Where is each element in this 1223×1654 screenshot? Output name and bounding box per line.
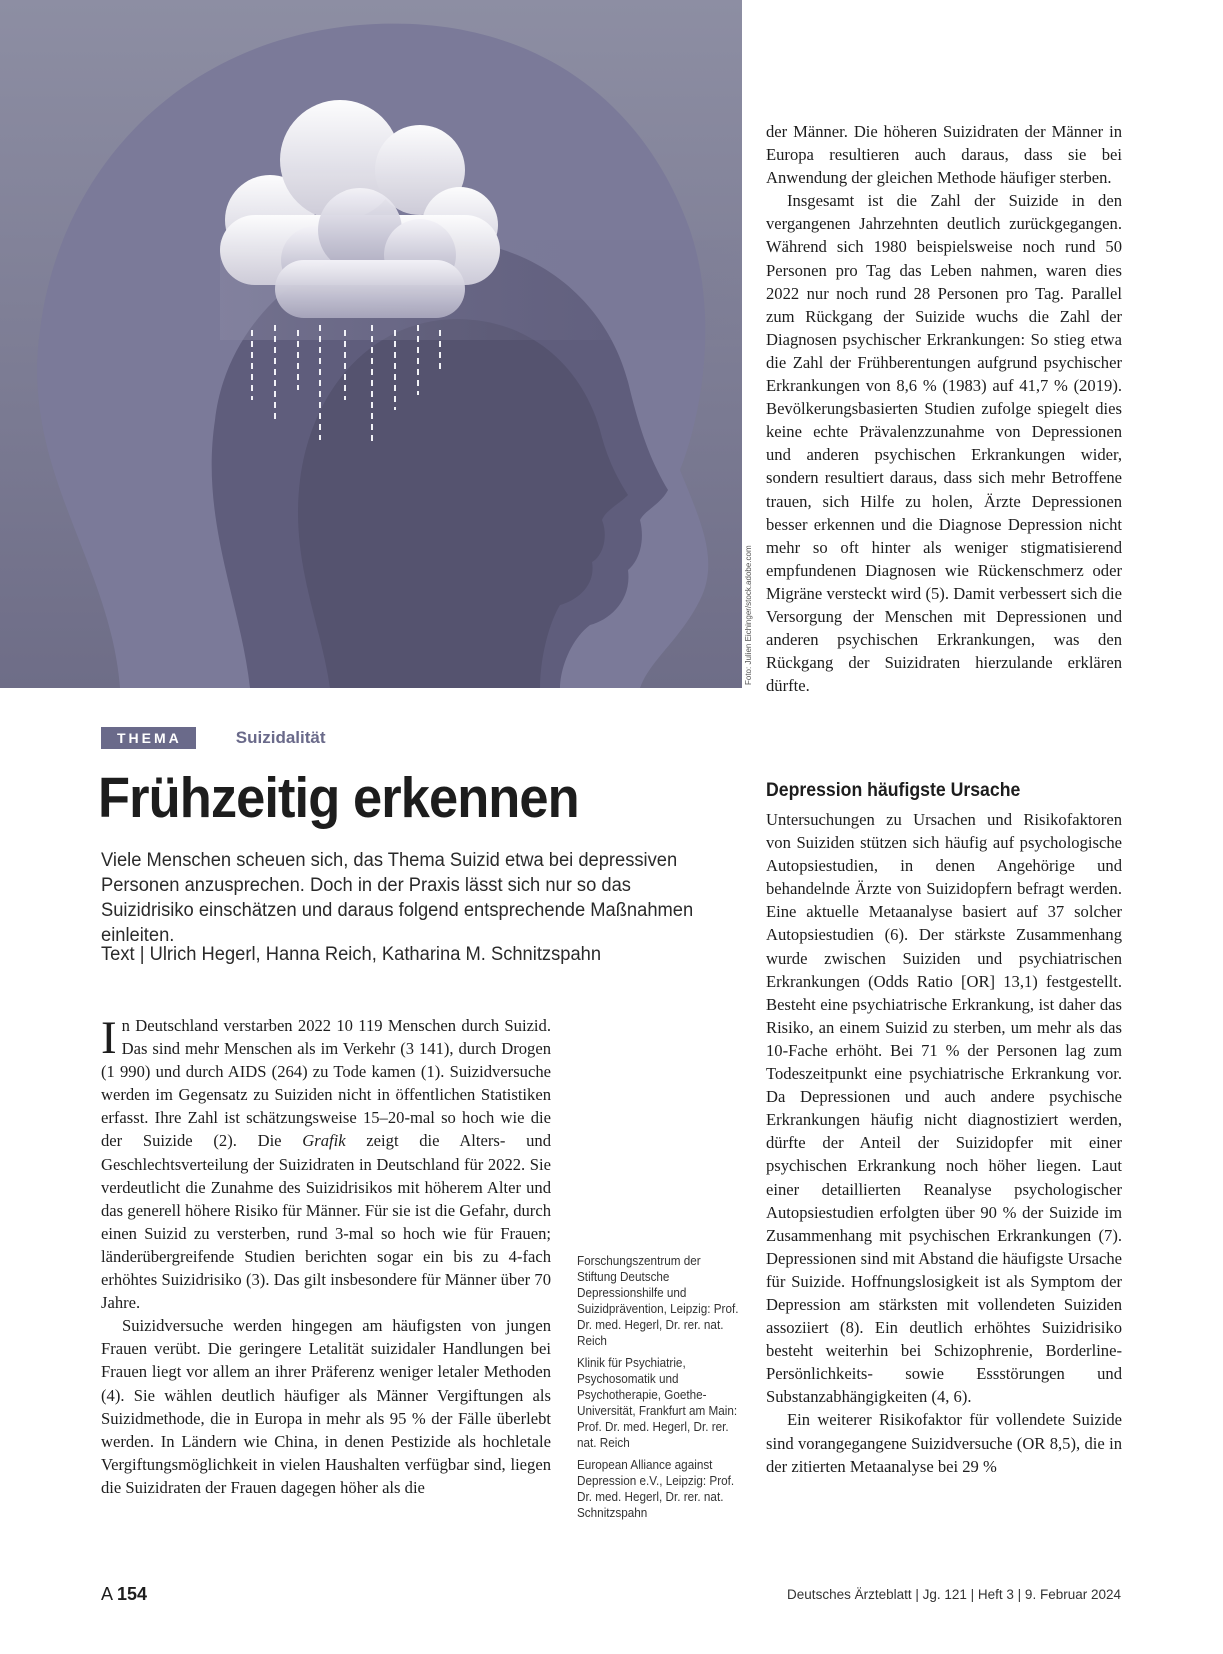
byline: Text | Ulrich Hegerl, Hanna Reich, Katharina M. Schnitzspahn [101, 944, 602, 965]
body-column-right [766, 120, 1122, 697]
body-paragraph: In Deutschland verstarben 2022 10 119 Menschen durch Suizid. Das sind mehr Menschen als im Verkehr (3 141), durch Drogen (1 990) und durch AIDS (264) zu Tode kamen (1). Suizidversuche werden im Gegensatz zu Suiziden nicht in öffentlichen Statistiken erfasst. Ihre Zahl ist schätzungsweise 15–20-mal so hoch wie die der Suizide (2). Die Grafik zeigt die Alters- und Geschlechtsverteilung der Suizidraten in Deutschland für 2022. Sie verdeutlicht die Zunahme des Suizidrisikos mit höherem Alter und das generell höhere Risiko für Männer. Für sie ist die Gefahr, durch einen Suizid zu versterben, rund 3-mal so hoch wie für Frauen; länderübergreifende Studien berichten sogar ein bis zu 4-fach erhöhtes Suizidrisiko (3). Das gilt insbesondere für Männer über 70 Jahre. [101, 1012, 552, 1313]
hero-illustration [0, 0, 742, 688]
affiliation: European Alliance against Depression e.V., Leipzig: Prof. Dr. med. Hegerl, Dr. rer. nat. Schnitzspahn [577, 1458, 735, 1520]
lead-paragraph: Viele Menschen scheuen sich, das Thema Suizid etwa bei depressiven Personen anzusprechen. Doch in der Praxis lässt sich nur so das Suizidrisiko einschätzen und daraus folgend entsprechende Maßnahmen einleiten. [101, 850, 694, 946]
body-paragraph: Ein weiterer Risikofaktor für vollendete Suizide sind vorangegangene Suizidversuche (OR 8,5), die in der zitierten Metaanalyse bei 29 % [766, 1410, 1122, 1476]
page-number [101, 1584, 147, 1605]
page-number-value: 154 [117, 1584, 148, 1604]
topic-label: Suizidalität [235, 728, 326, 747]
body-column-right-continued [766, 808, 1122, 1478]
head-silhouette-illustration [0, 0, 742, 688]
body-paragraph: Suizidversuche werden hingegen am häufigsten von jungen Frauen verübt. Die geringere Letalität suizidaler Handlungen bei Frauen liegt vor allem an ihrer Präferenz weniger letaler Methoden (4). Sie wählen deutlich häufiger als Männer Vergiftungen als Suizidmethode, die in Europa in mehr als 95 % der Fälle überlebt werden. In Ländern wie China, in denen Pestizide als hochletale Vergiftungsmöglichkeit in vielen Haushalten verfügbar sind, liegen die Suizidraten der Frauen dagegen höher als die [101, 1316, 551, 1497]
kicker [101, 727, 326, 749]
body-column-left [101, 1014, 551, 1499]
section-heading: Depression häufigste Ursache [766, 780, 1021, 801]
affiliation: Forschungszentrum der Stiftung Deutsche Depressionshilfe und Suizidprävention, Leipzig: Prof. Dr. med. Hegerl, Dr. rer. nat. Reich [577, 1254, 739, 1348]
dropcap: I [101, 1012, 117, 1064]
photo-credit: Foto: Julien Eichinger/stock.adobe.com [744, 545, 753, 685]
affiliation: Klinik für Psychiatrie, Psychosomatik und Psychotherapie, Goethe-Universität, Frankfurt am Main: Prof. Dr. med. Hegerl, Dr. rer. nat. Reich [577, 1356, 738, 1450]
page-title: Frühzeitig erkennen [98, 766, 579, 830]
body-paragraph: Insgesamt ist die Zahl der Suizide in den vergangenen Jahrzehnten deutlich zurückgegangen. Während sich 1980 beispielsweise noch rund 50 Personen pro Tag das Leben nahmen, waren dies 2022 nur noch rund 28 Personen pro Tag. Parallel zum Rückgang der Suizide wuchs die Zahl der Diagnosen psychischer Erkrankungen: So stieg etwa die Zahl der Frühberentungen aufgrund psychischer Erkrankungen von 8,6 % (1983) auf 41,7 % (2019). Bevölkerungsbasierten Studien zufolge spiegelt dies keine echte Prävalenzzunahme von Depressionen und anderen psychischen Erkrankungen wider, sondern resultiert daraus, dass sich mehr Betroffene trauen, sich Hilfe zu holen, Ärzte Depressionen besser erkennen und die Diagnose Depression nicht mehr so oft hinter als weniger stigmatisierend empfundenen Diagnosen wie Rückenschmerz oder Migräne versteckt wird (5). Damit verbessert sich die Versorgung der Menschen mit Depressionen und anderen psychischen Erkrankungen, was den Rückgang der Suizidraten hierzulande erklären dürfte. [766, 191, 1122, 696]
body-paragraph: Untersuchungen zu Ursachen und Risikofaktoren von Suiziden stützen sich häufig auf psychologische Autopsiestudien, in denen Angehörige und behandelnde Ärzte von Suizidopfern befragt werden. Eine aktuelle Metaanalyse basiert auf 37 solcher Autopsiestudien (6). Der stärkste Zusammenhang wurde zwischen Suiziden und psychiatrischen Erkrankungen (Odds Ratio [OR] 13,1) festgestellt. Besteht eine psychiatrische Erkrankung, ist daher das Risiko, an einem Suizid zu sterben, um mehr als das 10-Fache erhöht. Bei 71 % der Personen lag zum Todeszeitpunkt eine psychiatrische Erkrankung vor. Da Depressionen und auch andere psychische Erkrankungen häufig nicht diagnostiziert werden, dürfte der Anteil der Suizidopfer mit einer psychischen Erkrankung noch höher liegen. Laut einer detaillierten Reanalyse psychologischer Autopsiestudien erfolgten über 90 % der Suizide im Zusammenhang mit psychischen Erkrankungen (7). Depressionen sind mit Abstand die häufigste Ursache für Suizide. Hoffnungslosigkeit ist als Symptom der Depression am stärksten mit vollendeten Suiziden assoziiert (8). Ein deutlich erhöhtes Suizidrisiko besteht weiterhin bei Schizophrenie, Borderline-Persönlichkeits- sowie Essstörungen und Substanzabhängigkeiten (4, 6). [766, 810, 1122, 1407]
author-affiliations [577, 1253, 740, 1527]
body-paragraph: der Männer. Die höheren Suizidraten der Männer in Europa resultieren auch daraus, dass sie bei Anwendung der gleichen Methode häufiger sterben. [766, 122, 1122, 188]
section-badge: THEMA [101, 727, 196, 749]
journal-info: Deutsches Ärzteblatt | Jg. 121 | Heft 3 | 9. Februar 2024 [787, 1587, 1121, 1602]
figure-reference: Grafik [302, 1131, 346, 1151]
page-prefix: A [101, 1584, 113, 1604]
